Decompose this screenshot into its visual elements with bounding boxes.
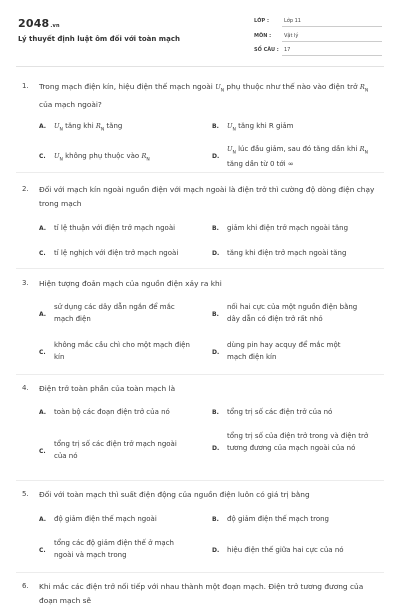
option-key: B. bbox=[212, 123, 219, 130]
option-text-part: tăng khi R giảm bbox=[238, 122, 294, 130]
option-text: không mắc cầu chì cho một mạch điện kín bbox=[54, 341, 190, 361]
meta-count-label: SỐ CÂU : bbox=[254, 47, 279, 53]
question-text: Điện trở toàn phần của toàn mạch là bbox=[39, 384, 176, 393]
option-text bbox=[54, 121, 204, 136]
option-text bbox=[54, 151, 204, 166]
math-subscript: N bbox=[364, 88, 369, 94]
header-divider bbox=[16, 66, 384, 67]
math-symbol: U bbox=[54, 152, 60, 160]
math-symbol: U bbox=[215, 83, 221, 91]
question-text: Hiện tượng đoản mạch của nguồn điện xảy ra khi bbox=[39, 279, 222, 288]
question-text: Đối với toàn mạch thì suất điện động của nguồn điện luôn có giá trị bằng bbox=[39, 490, 310, 499]
meta-class-label: LỚP : bbox=[254, 18, 269, 24]
meta-subject-underline bbox=[282, 41, 382, 42]
math-subscript: N bbox=[100, 127, 105, 133]
brand-suffix: .vn bbox=[50, 23, 60, 29]
question-number: 5. bbox=[22, 490, 29, 498]
question-divider bbox=[16, 572, 384, 573]
math-symbol: U bbox=[54, 122, 60, 130]
option-text: dùng pin hay acquy để mắc một mạch điện kín bbox=[227, 341, 341, 361]
option-key: B. bbox=[212, 516, 219, 523]
question-number: 2. bbox=[22, 185, 29, 193]
question-text: Đối với mạch kín ngoài nguồn điện với mạch ngoài là điện trở thì cường độ dòng điện chạy trong mạch bbox=[39, 185, 375, 208]
option-text: độ giảm điện thế mạch trong bbox=[227, 515, 329, 523]
question-text: Khi mắc các điện trở nối tiếp với nhau thành một đoạn mạch. Điện trở tương đương của đoạn mạch sẽ bbox=[39, 582, 364, 605]
option-key: D. bbox=[212, 349, 220, 356]
option-text: nối hai cực của một nguồn điện bằng dây dẫn có điện trở rất nhỏ bbox=[227, 303, 358, 323]
option-text: giảm khi điện trở mạch ngoài tăng bbox=[227, 224, 349, 232]
meta-subject-label: MÔN : bbox=[254, 33, 272, 39]
option-text bbox=[227, 121, 377, 136]
option-key: C. bbox=[39, 547, 46, 554]
math-subscript: N bbox=[364, 150, 368, 156]
question-text-part: Trong mạch điện kín, hiệu điện thế mạch ngoài bbox=[39, 82, 213, 91]
meta-count-underline bbox=[282, 55, 382, 56]
question-number: 4. bbox=[22, 384, 29, 392]
meta-count bbox=[254, 47, 382, 58]
option-key: A. bbox=[39, 409, 47, 416]
option-text-part: tăng khi bbox=[65, 122, 94, 130]
option-text: tổng các độ giảm điện thế ở mạch ngoài và mạch trong bbox=[54, 539, 174, 559]
math-subscript: N bbox=[59, 157, 63, 163]
option-text: tăng khi điện trở mạch ngoài tăng bbox=[227, 249, 347, 257]
option-key: D. bbox=[212, 445, 220, 452]
worksheet-header bbox=[0, 0, 400, 64]
option-key: D. bbox=[212, 153, 220, 160]
option-key: A. bbox=[39, 311, 47, 318]
option-text: tỉ lệ thuận với điện trở mạch ngoài bbox=[54, 224, 176, 232]
page-title: Lý thuyết định luật ôm đối với toàn mạch bbox=[18, 35, 180, 43]
meta-subject bbox=[254, 33, 382, 44]
option-key: C. bbox=[39, 349, 46, 356]
option-text: tổng trị số các điện trở của nó bbox=[227, 408, 333, 416]
option-text-part: tăng bbox=[106, 122, 123, 130]
option-key: B. bbox=[212, 225, 219, 232]
meta-class bbox=[254, 18, 382, 29]
option-key: C. bbox=[39, 153, 46, 160]
option-key: A. bbox=[39, 225, 47, 232]
option-text: hiệu điện thế giữa hai cực của nó bbox=[227, 546, 344, 554]
question-divider bbox=[16, 374, 384, 375]
math-symbol: R bbox=[95, 122, 101, 130]
option-text: tỉ lệ nghịch với điện trở mạch ngoài bbox=[54, 249, 179, 257]
option-text: sử dụng các dây dẫn ngắn để mắc mạch điện bbox=[54, 303, 175, 323]
question-number: 3. bbox=[22, 279, 29, 287]
brand-logo[interactable] bbox=[18, 17, 60, 30]
math-symbol: R bbox=[141, 152, 147, 160]
option-key: D. bbox=[212, 547, 220, 554]
option-text-part: lúc đầu giảm, sau đó tăng dần khi bbox=[238, 145, 358, 153]
question-text-part: của mạch ngoài? bbox=[39, 99, 102, 109]
option-key: A. bbox=[39, 516, 47, 523]
question-text-part: phụ thuộc như thế nào vào điện trở bbox=[226, 82, 358, 91]
option-key: C. bbox=[39, 250, 46, 257]
option-key: C. bbox=[39, 448, 46, 455]
meta-class-underline bbox=[282, 26, 382, 27]
math-symbol: U bbox=[227, 122, 233, 130]
math-symbol: R bbox=[359, 145, 365, 153]
question-number: 1. bbox=[22, 82, 29, 90]
option-key: A. bbox=[39, 123, 47, 130]
option-text bbox=[227, 144, 377, 170]
question-number: 6. bbox=[22, 582, 29, 590]
option-text-part: không phụ thuộc vào bbox=[65, 152, 140, 160]
option-text: độ giảm điện thế mạch ngoài bbox=[54, 515, 157, 523]
math-subscript: N bbox=[146, 157, 150, 163]
math-subscript: N bbox=[232, 127, 236, 133]
option-key: B. bbox=[212, 311, 219, 318]
question-divider bbox=[16, 172, 384, 173]
meta-count-value: 17 bbox=[284, 47, 291, 53]
option-text: toàn bộ các đoạn điện trở của nó bbox=[54, 408, 170, 416]
question-text bbox=[39, 80, 379, 111]
question-divider bbox=[16, 268, 384, 269]
meta-subject-value: Vật lý bbox=[284, 33, 299, 39]
brand-name: 2048 bbox=[18, 17, 50, 30]
math-subscript: N bbox=[220, 88, 225, 94]
math-subscript: N bbox=[59, 127, 63, 133]
option-text-part: tăng dần từ 0 tới ∞ bbox=[227, 159, 294, 168]
math-symbol: R bbox=[359, 83, 365, 91]
option-text: tổng trị số các điện trở mạch ngoài của nó bbox=[54, 440, 177, 460]
option-text: tổng trị số của điện trở trong và điện trở tương đương của mạch ngoài của nó bbox=[227, 432, 369, 452]
option-key: B. bbox=[212, 409, 219, 416]
math-symbol: U bbox=[227, 145, 233, 153]
meta-class-value: Lớp 11 bbox=[284, 18, 301, 24]
option-key: D. bbox=[212, 250, 220, 257]
math-subscript: N bbox=[232, 150, 236, 156]
question-divider bbox=[16, 480, 384, 481]
